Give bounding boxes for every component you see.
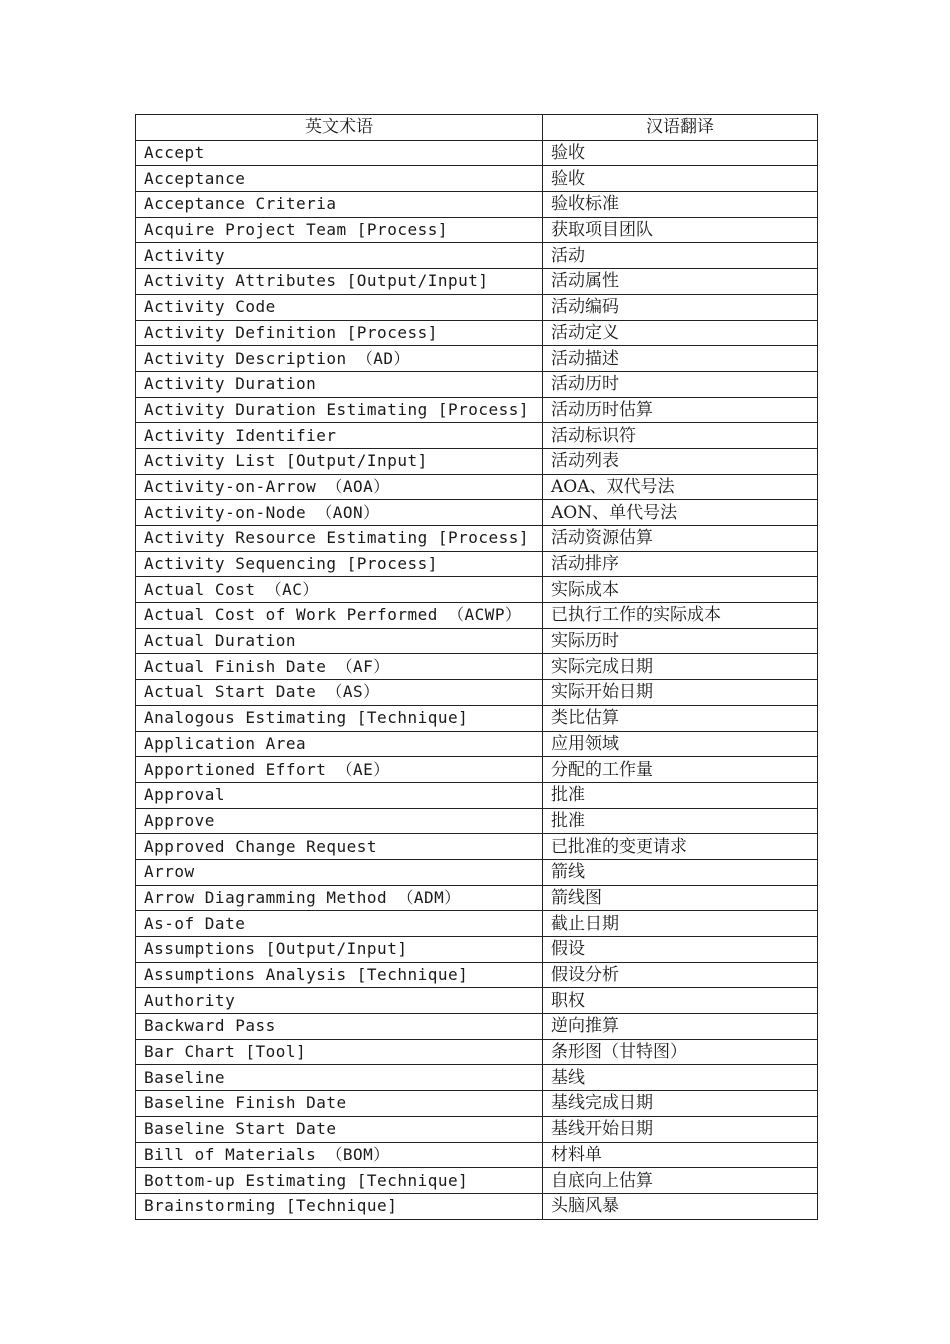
chinese-translation-cell: 箭线 (543, 859, 818, 885)
table-row (136, 346, 818, 372)
table-row (136, 680, 818, 706)
glossary-body (136, 140, 818, 1219)
english-term-cell: Actual Finish Date （AF） (136, 654, 543, 680)
chinese-translation-cell: 活动资源估算 (543, 526, 818, 552)
english-term-cell: Accept (136, 140, 543, 166)
chinese-translation-cell: 已批准的变更请求 (543, 834, 818, 860)
english-term-cell: Assumptions [Output/Input] (136, 937, 543, 963)
table-row (136, 500, 818, 526)
chinese-translation-cell: 已执行工作的实际成本 (543, 603, 818, 629)
table-row (136, 320, 818, 346)
english-term-cell: Activity Definition [Process] (136, 320, 543, 346)
table-row (136, 962, 818, 988)
table-row (136, 937, 818, 963)
english-term-cell: Activity Duration (136, 371, 543, 397)
english-term-cell: Activity Sequencing [Process] (136, 551, 543, 577)
english-term-cell: Approval (136, 782, 543, 808)
english-term-cell: Bill of Materials （BOM） (136, 1142, 543, 1168)
table-row (136, 166, 818, 192)
table-row (136, 782, 818, 808)
table-row (136, 705, 818, 731)
chinese-translation-cell: 活动排序 (543, 551, 818, 577)
english-term-cell: Bottom-up Estimating [Technique] (136, 1168, 543, 1194)
english-term-cell: Actual Cost （AC） (136, 577, 543, 603)
table-row (136, 1193, 818, 1219)
table-row (136, 988, 818, 1014)
english-term-cell: Brainstorming [Technique] (136, 1193, 543, 1219)
english-term-cell: Activity (136, 243, 543, 269)
english-term-cell: Backward Pass (136, 1014, 543, 1040)
chinese-translation-cell: 实际完成日期 (543, 654, 818, 680)
table-row (136, 423, 818, 449)
english-term-cell: Approved Change Request (136, 834, 543, 860)
chinese-translation-cell: 验收 (543, 140, 818, 166)
english-term-cell: Bar Chart [Tool] (136, 1039, 543, 1065)
table-row (136, 551, 818, 577)
chinese-translation-cell: 截止日期 (543, 911, 818, 937)
chinese-translation-cell: 验收 (543, 166, 818, 192)
english-term-cell: Actual Cost of Work Performed （ACWP） (136, 603, 543, 629)
table-row (136, 628, 818, 654)
chinese-translation-cell: 批准 (543, 808, 818, 834)
table-row (136, 474, 818, 500)
table-row (136, 1168, 818, 1194)
chinese-translation-cell: 分配的工作量 (543, 757, 818, 783)
english-term-cell: Activity-on-Arrow （AOA） (136, 474, 543, 500)
english-term-cell: Application Area (136, 731, 543, 757)
chinese-translation-cell: 假设 (543, 937, 818, 963)
english-term-cell: Acceptance Criteria (136, 192, 543, 218)
table-row (136, 448, 818, 474)
table-row (136, 526, 818, 552)
table-row (136, 1116, 818, 1142)
table-row (136, 140, 818, 166)
english-term-cell: Acquire Project Team [Process] (136, 217, 543, 243)
chinese-translation-cell: 实际历时 (543, 628, 818, 654)
table-row (136, 859, 818, 885)
english-term-cell: Activity Resource Estimating [Process] (136, 526, 543, 552)
table-header-row (136, 115, 818, 141)
table-row (136, 603, 818, 629)
chinese-translation-cell: 类比估算 (543, 705, 818, 731)
english-term-cell: Activity Description （AD） (136, 346, 543, 372)
table-row (136, 397, 818, 423)
english-term-cell: Acceptance (136, 166, 543, 192)
english-term-cell: Baseline (136, 1065, 543, 1091)
chinese-translation-cell: 活动描述 (543, 346, 818, 372)
english-term-cell: Authority (136, 988, 543, 1014)
table-row (136, 243, 818, 269)
english-term-cell: Baseline Finish Date (136, 1091, 543, 1117)
table-row (136, 577, 818, 603)
english-term-cell: Apportioned Effort （AE） (136, 757, 543, 783)
chinese-translation-cell: 活动定义 (543, 320, 818, 346)
chinese-translation-cell: 材料单 (543, 1142, 818, 1168)
table-row (136, 1142, 818, 1168)
english-term-cell: Activity List [Output/Input] (136, 448, 543, 474)
table-row (136, 1014, 818, 1040)
chinese-translation-cell: 条形图（甘特图） (543, 1039, 818, 1065)
english-term-cell: Approve (136, 808, 543, 834)
english-term-cell: Actual Start Date （AS） (136, 680, 543, 706)
english-term-cell: Arrow Diagramming Method （ADM） (136, 885, 543, 911)
chinese-translation-cell: 逆向推算 (543, 1014, 818, 1040)
table-row (136, 1039, 818, 1065)
chinese-translation-cell: 活动属性 (543, 269, 818, 295)
chinese-translation-cell: 获取项目团队 (543, 217, 818, 243)
english-term-cell: Assumptions Analysis [Technique] (136, 962, 543, 988)
english-term-cell: Activity Duration Estimating [Process] (136, 397, 543, 423)
table-row (136, 808, 818, 834)
chinese-translation-cell: 头脑风暴 (543, 1193, 818, 1219)
english-term-cell: Activity-on-Node （AON） (136, 500, 543, 526)
chinese-translation-cell: 活动列表 (543, 448, 818, 474)
table-row (136, 371, 818, 397)
table-row (136, 731, 818, 757)
table-row (136, 1065, 818, 1091)
column-header-chinese: 汉语翻译 (543, 115, 818, 141)
table-row (136, 1091, 818, 1117)
chinese-translation-cell: 活动历时估算 (543, 397, 818, 423)
chinese-translation-cell: AON、单代号法 (543, 500, 818, 526)
chinese-translation-cell: 批准 (543, 782, 818, 808)
chinese-translation-cell: 基线 (543, 1065, 818, 1091)
table-row (136, 911, 818, 937)
english-term-cell: Actual Duration (136, 628, 543, 654)
chinese-translation-cell: 活动标识符 (543, 423, 818, 449)
english-term-cell: Arrow (136, 859, 543, 885)
table-row (136, 757, 818, 783)
english-term-cell: Baseline Start Date (136, 1116, 543, 1142)
english-term-cell: Activity Code (136, 294, 543, 320)
chinese-translation-cell: 假设分析 (543, 962, 818, 988)
column-header-english: 英文术语 (136, 115, 543, 141)
english-term-cell: Activity Attributes [Output/Input] (136, 269, 543, 295)
chinese-translation-cell: 应用领域 (543, 731, 818, 757)
table-row (136, 269, 818, 295)
table-row (136, 834, 818, 860)
table-row (136, 192, 818, 218)
chinese-translation-cell: 基线完成日期 (543, 1091, 818, 1117)
chinese-translation-cell: 自底向上估算 (543, 1168, 818, 1194)
table-row (136, 294, 818, 320)
chinese-translation-cell: 验收标准 (543, 192, 818, 218)
chinese-translation-cell: AOA、双代号法 (543, 474, 818, 500)
chinese-translation-cell: 基线开始日期 (543, 1116, 818, 1142)
table-row (136, 217, 818, 243)
chinese-translation-cell: 实际成本 (543, 577, 818, 603)
table-row (136, 654, 818, 680)
chinese-translation-cell: 活动 (543, 243, 818, 269)
chinese-translation-cell: 职权 (543, 988, 818, 1014)
chinese-translation-cell: 活动编码 (543, 294, 818, 320)
chinese-translation-cell: 活动历时 (543, 371, 818, 397)
glossary-table (135, 114, 818, 1220)
english-term-cell: Activity Identifier (136, 423, 543, 449)
english-term-cell: Analogous Estimating [Technique] (136, 705, 543, 731)
chinese-translation-cell: 实际开始日期 (543, 680, 818, 706)
english-term-cell: As-of Date (136, 911, 543, 937)
chinese-translation-cell: 箭线图 (543, 885, 818, 911)
table-row (136, 885, 818, 911)
